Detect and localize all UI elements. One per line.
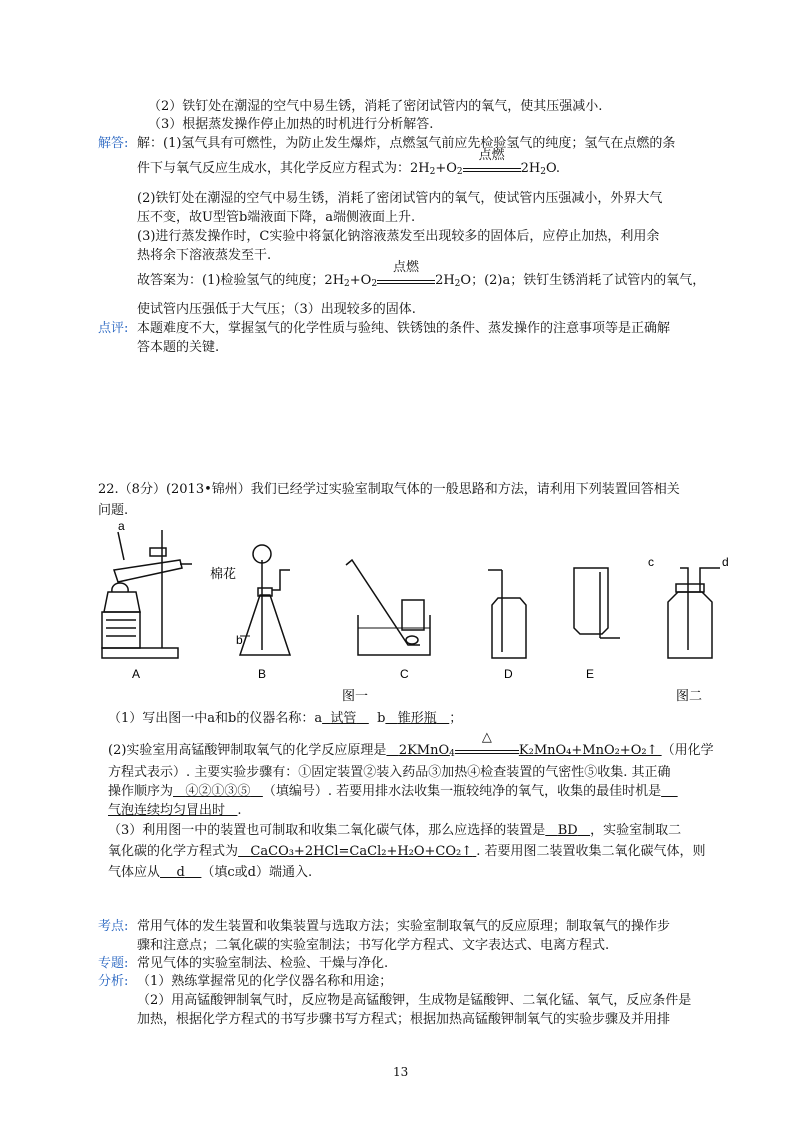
zhuanti-text: 常见气体的实验室制法、检验、干燥与净化. bbox=[137, 956, 389, 971]
answer-final: 故答案为：(1)检验氢气的纯度；$2H_2+O_2$ 点燃 $2H_2O$；(2)a；铁钉生锈消耗了试管内的氧气， bbox=[137, 260, 706, 289]
comment-line-2: 答本题的关键. bbox=[137, 340, 220, 355]
fenxi-tag: 分析: bbox=[98, 974, 129, 989]
q22-stem-b: 问题. bbox=[98, 503, 129, 518]
answer-p2-b: 压不变，故U型管b端液面下降，a端侧液面上升. bbox=[137, 210, 416, 225]
q22-s2-a: (2)实验室用高锰酸钾制取氧气的化学反应原理是 2KMnO$_4$ △ K₂MnO₄+MnO₂+O₂↑ （用化学 bbox=[108, 730, 714, 759]
label-c: c bbox=[648, 555, 654, 569]
answer-tag: 解答: bbox=[98, 136, 129, 151]
q22-s2-c: 操作顺序为 ④②①③⑤ （填编号）. 若要用排水法收集一瓶较纯净的氧气，收集的最佳时机是 bbox=[108, 784, 662, 799]
answer-p2-a: (2)铁钉处在潮湿的空气中易生锈，消耗了密闭试管内的氧气，使试管内压强减小，外界大气 bbox=[137, 191, 663, 206]
q22-s2-b: 方程式表示）. 主要实验步骤有：①固定装置②装入药品③加热④检查装置的气密性⑤收集. 其正确 bbox=[108, 765, 671, 780]
label-cotton: 棉花 bbox=[210, 566, 237, 581]
ignite-condition: 点燃 bbox=[463, 162, 521, 172]
apparatus-E bbox=[574, 568, 620, 638]
label-fig1: 图一 bbox=[342, 688, 369, 703]
kaodian-line-2: 骤和注意点；二氧化碳的实验室制法；书写化学方程式、文字表达式、电离方程式. bbox=[137, 938, 610, 953]
apparatus-D bbox=[488, 570, 526, 658]
page-number: 13 bbox=[393, 1065, 409, 1079]
answer-p3-a: (3)进行蒸发操作时，C实验中将氯化钠溶液蒸发至出现较多的固体后，应停止加热，利用余 bbox=[137, 229, 660, 244]
fenxi-line-3: 加热，根据化学方程式的书写步骤书写方程式；根据加热高锰酸钾制氧气的实验步骤及并用排 bbox=[137, 1012, 671, 1027]
q22-s3-a: （3）利用图一中的装置也可制取和收集二氧化碳气体，那么应选择的装置是 BD ，实验室制取二 bbox=[108, 823, 682, 838]
q22-stem-a: 22.（8分）(2013•锦州）我们已经学过实验室制取气体的一般思路和方法，请利用下列装置回答相关 bbox=[98, 482, 680, 497]
label-b: b bbox=[236, 633, 243, 647]
ignite-condition-2: 点燃 bbox=[377, 274, 435, 284]
apparatus-B bbox=[240, 545, 290, 655]
analysis-item-2: （2）铁钉处在潮湿的空气中易生锈，消耗了密闭试管内的氧气，使其压强减小. bbox=[148, 99, 603, 114]
label-a: a bbox=[118, 520, 125, 533]
fenxi-line-1: （1）熟练掌握常见的化学仪器名称和用途； bbox=[137, 974, 393, 989]
q22-s2-d: 气泡连续均匀冒出时 . bbox=[108, 803, 242, 818]
label-E: E bbox=[586, 667, 595, 681]
q22-s3-c: 气体应从 d （填c或d）端通入. bbox=[108, 865, 313, 880]
label-D: D bbox=[504, 667, 513, 681]
label-C: C bbox=[400, 667, 409, 681]
label-A: A bbox=[132, 667, 141, 681]
label-d: d bbox=[722, 555, 729, 569]
kaodian-tag: 考点: bbox=[98, 919, 129, 934]
analysis-item-3: （3）根据蒸发操作停止加热的时机进行分析解答. bbox=[148, 117, 434, 132]
q22-s1: （1）写出图一中a和b的仪器名称：a 试管 b 锥形瓶 ； bbox=[108, 711, 463, 726]
heat-condition: △ bbox=[455, 744, 519, 754]
comment-tag: 点评: bbox=[98, 321, 129, 336]
answer-p1-a: 解：(1)氢气具有可燃性，为防止发生爆炸，点燃氢气前应先检验氢气的纯度；氢气在点燃的条 bbox=[137, 136, 676, 151]
label-B: B bbox=[258, 667, 267, 681]
fenxi-line-2: （2）用高锰酸钾制氧气时，反应物是高锰酸钾，生成物是锰酸钾、二氧化锰、氧气，反应条件是 bbox=[137, 993, 692, 1008]
zhuanti-tag: 专题: bbox=[98, 956, 129, 971]
gas-bottle-fig2 bbox=[668, 568, 720, 658]
comment-line-1: 本题难度不大，掌握氢气的化学性质与验纯、铁锈蚀的条件、蒸发操作的注意事项等是正确解 bbox=[137, 321, 671, 336]
answer-final-b: 使试管内压强低于大气压；（3）出现较多的固体. bbox=[137, 302, 416, 317]
apparatus-C bbox=[346, 560, 430, 655]
q22-s3-b: 氧化碳的化学方程式为 CaCO₃+2HCl=CaCl₂+H₂O+CO₂↑ . 若要用图二装置收集二氧化碳气体，则 bbox=[108, 844, 706, 859]
answer-p3-b: 热将余下溶液蒸发至干. bbox=[137, 248, 272, 263]
kaodian-line-1: 常用气体的发生装置和收集装置与选取方法；实验室制取氧气的反应原理；制取氧气的操作步 bbox=[137, 919, 671, 934]
apparatus-figure bbox=[90, 520, 730, 720]
label-fig2: 图二 bbox=[676, 688, 703, 703]
answer-p1-b: 件下与氧气反应生成水，其化学反应方程式为：$2H_2+O_2$ 点燃 $2H_2O$. bbox=[137, 148, 561, 177]
apparatus-A bbox=[102, 530, 192, 658]
